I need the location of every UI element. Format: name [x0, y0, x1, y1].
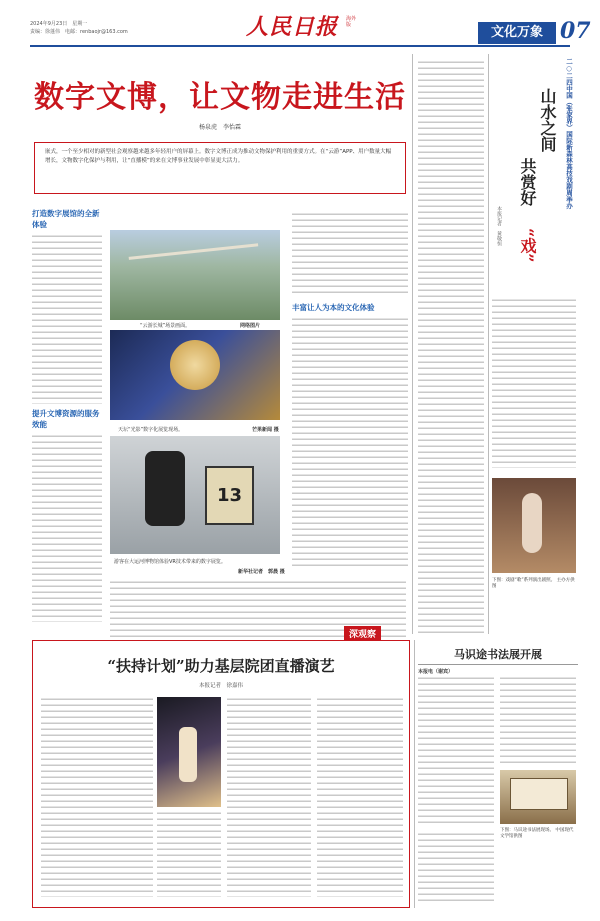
deep-look-tag: 深观察 — [344, 626, 381, 641]
column-text — [418, 832, 494, 902]
right-text-column — [418, 60, 484, 634]
main-byline: 杨泉虎 李怡霖 — [198, 124, 241, 131]
photo-temple-light — [110, 330, 280, 420]
logo-sub: 海外版 — [346, 16, 357, 28]
column-text — [492, 298, 576, 468]
photo1-credit: 网络图片 — [240, 323, 261, 329]
side-title-1: 山水之间 — [538, 88, 557, 152]
column-text — [32, 434, 102, 622]
photo-great-wall — [110, 230, 280, 320]
column-text — [500, 676, 576, 766]
subheading-1: 打造数字展馆的全新体验 — [32, 209, 100, 229]
middle-column — [292, 212, 408, 567]
page-number: 07 — [560, 18, 591, 44]
subheading-2: 提升文博资源的服务效能 — [32, 409, 100, 429]
side-title-2: 共赏好 — [518, 158, 537, 206]
column-rule — [488, 54, 489, 634]
actor-figure — [179, 727, 197, 782]
photo2-credit: 芒果新闻 摄 — [252, 427, 279, 433]
bottom-byline: 本报记者 徐嘉伟 — [198, 683, 243, 689]
newspaper-logo: 人民日报 — [246, 14, 339, 40]
column-text — [157, 811, 221, 897]
right-bottom-byline: 本报电（谢宾） — [418, 669, 454, 675]
column-text — [317, 697, 403, 897]
photo-performance — [492, 478, 576, 573]
bottom-title: “扶持计划”助力基层院团直播演艺 — [107, 657, 335, 675]
photo2-caption: 天坛“光影”数字化展览现场。 — [118, 427, 184, 433]
side-title-3: “戏” — [518, 228, 537, 263]
lead-box — [34, 142, 406, 194]
column-text — [418, 676, 494, 826]
performer-figure — [522, 493, 542, 553]
editor-line: 责编：徐蓬伟 电邮：renbaojr@163.com — [30, 29, 128, 35]
side-footer: 下图：戏剧“歌”系列演出剧照。 主办方供图 — [492, 578, 575, 589]
bottom-article — [32, 640, 410, 908]
wall-shape — [129, 243, 262, 289]
section-badge: 文化万象 — [478, 22, 556, 44]
photo-livestream — [157, 697, 221, 807]
column-text — [41, 697, 153, 897]
calligraphy-scroll — [510, 778, 568, 810]
column-text — [227, 697, 311, 897]
lead-text: 嵌式，一个至少相对的新型社会观察越来越多年轻用户的屏幕上。数字文博正成为推动文物保护利用的重要方式。在“云游”APP、用户数量大幅增长，文物数字化保护与利用，让“直播模”的来在文博事业发展中彰显更大活力。 — [45, 149, 392, 164]
right-bottom-article — [418, 646, 578, 908]
photo3-credit: 新华社记者 郭晨 摄 — [238, 569, 285, 575]
side-kicker: 二○二四中国（张家界）国际新森林高技戏剧周举办 — [565, 58, 573, 209]
column-text — [292, 212, 408, 294]
column-rule — [414, 640, 415, 908]
left-column — [32, 208, 102, 622]
calligraphy-title: 马识途书法展开展 — [454, 648, 542, 661]
column-rule — [412, 54, 413, 634]
column-text — [32, 234, 102, 404]
visitor-figure — [145, 451, 185, 526]
masthead-rule — [30, 45, 570, 47]
photo-exhibition — [500, 770, 576, 824]
divider — [418, 664, 578, 665]
side-byline: 本报记者 黄敬恒 — [496, 206, 502, 246]
photo1-caption: “云游长城”场景画面。 — [140, 323, 191, 329]
subheading-3: 丰富让人为本的文化体验 — [292, 303, 375, 312]
sign-13: 13 — [205, 466, 254, 525]
column-text — [292, 317, 408, 567]
issue-date: 2024年9月23日 星期一 — [30, 21, 88, 27]
temple-dome — [170, 340, 220, 390]
photo-vr-visitor — [110, 436, 280, 554]
photo3-caption: 游客在大运河博物馆体验VR技术带来的数字展览。 — [114, 559, 226, 565]
side-article — [492, 58, 576, 638]
right-bottom-footer: 下图：马识途书法展现场。 中国现代文学馆供图 — [500, 828, 574, 839]
main-headline: 数字文博，让文物走进生活 — [34, 80, 406, 115]
